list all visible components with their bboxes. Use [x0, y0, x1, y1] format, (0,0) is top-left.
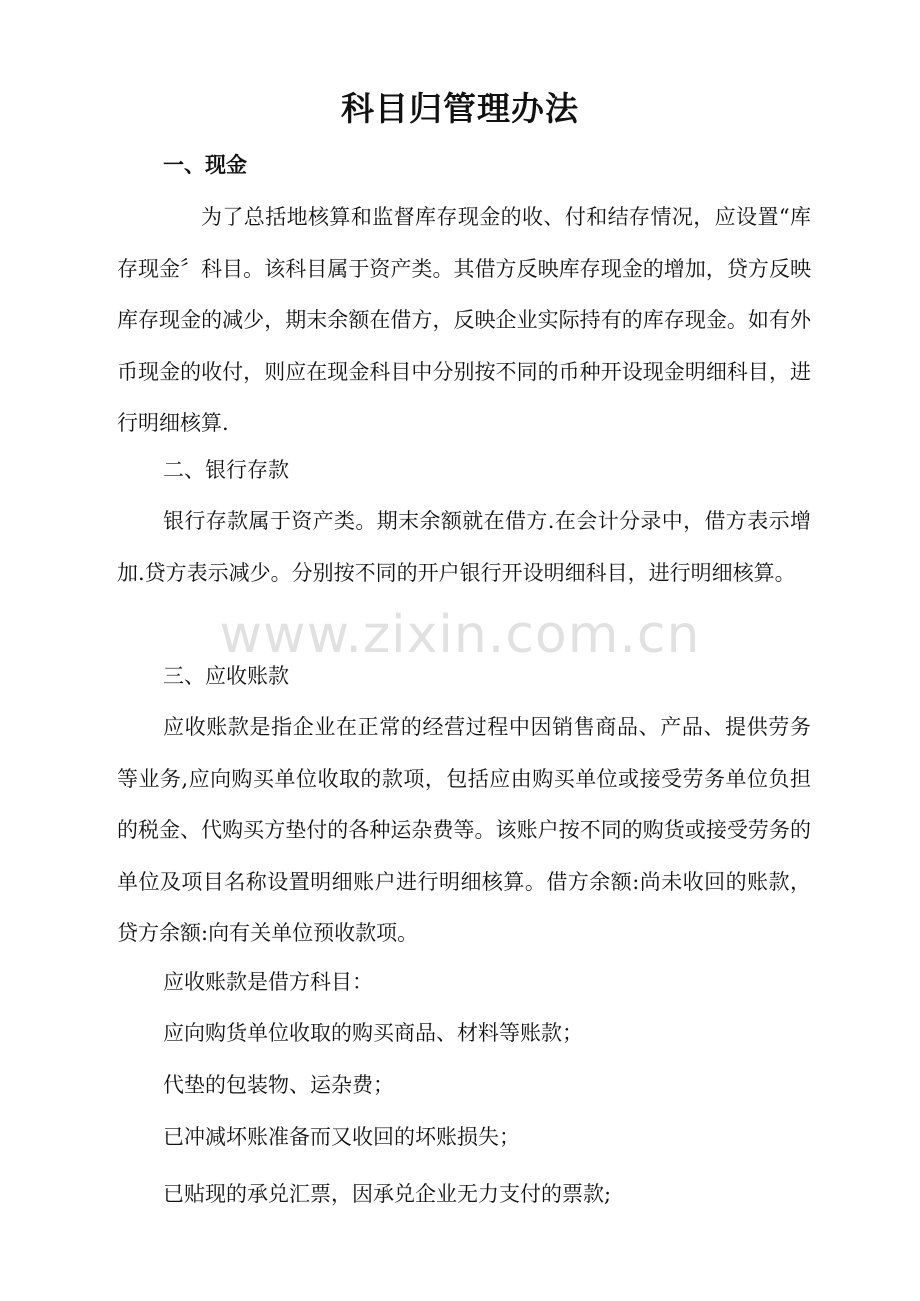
document-title: 科目归管理办法: [341, 89, 579, 128]
debit-item: 代垫的包装物、运杂费；: [163, 1073, 394, 1097]
section-body-cash: 为了总括地核算和监督库存现金的收、付和结存情况，应设置“库存现金〞科目。该科目属于资产类。其借方反映库存现金的增加，贷方反映库存现金的减少，期末余额在借方，反映企业实际持有的库存现金。如有外币现金的收付，则应在现金科目中分别按不同的币种开设现金明细科目，进行明细核算.: [117, 205, 811, 435]
section-heading-bank-deposit: 二、银行存款: [163, 458, 289, 482]
watermark: www.zixin.com.cn: [219, 605, 701, 665]
debit-item: 已冲减坏账准备而又收回的坏账损失；: [163, 1125, 520, 1149]
debit-intro: 应收账款是借方科目：: [163, 970, 373, 994]
section-heading-cash: 一、现金: [163, 153, 247, 177]
section-body-bank-deposit: 银行存款属于资产类。期末余额就在借方.在会计分录中，借方表示增加.贷方表示减少。分别按不同的开户银行开设明细科目，进行明细核算。: [117, 509, 811, 585]
section-heading-accounts-receivable: 三、应收账款: [163, 664, 289, 688]
debit-item: 已贴现的承兑汇票，因承兑企业无力支付的票款;: [163, 1182, 612, 1206]
section-body-accounts-receivable: 应收账款是指企业在正常的经营过程中因销售商品、产品、提供劳务等业务,应向购买单位收取的款项，包括应由购买单位或接受劳务单位负担的税金、代购买方垫付的各种运杂费等。该账户按不同的购货或接受劳务的单位及项目名称设置明细账户进行明细核算。借方余额:尚未收回的账款，贷方余额:向有关单位预收款项。: [117, 715, 811, 945]
debit-item: 应向购货单位收取的购买商品、材料等账款；: [163, 1021, 583, 1045]
